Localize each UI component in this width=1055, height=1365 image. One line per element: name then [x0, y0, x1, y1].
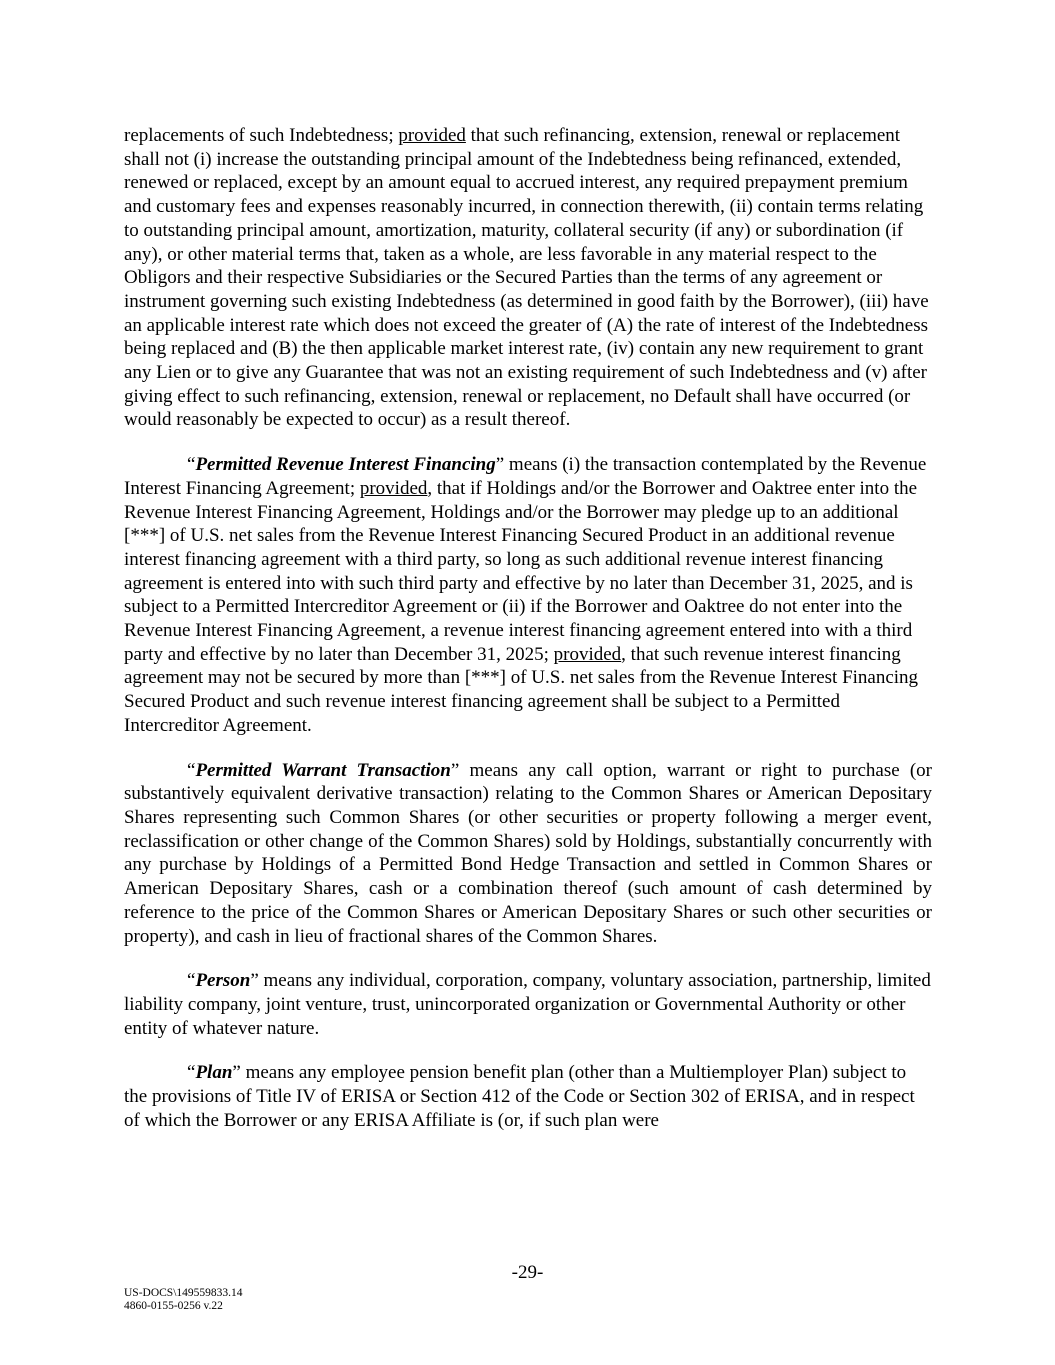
- defined-term: Permitted Revenue Interest Financing: [195, 454, 496, 476]
- document-body: [124, 124, 932, 1153]
- footer-doc-id: US-DOCS\149559833.14: [124, 1287, 243, 1299]
- open-quote: “: [187, 970, 196, 992]
- document-footer: [124, 1287, 243, 1313]
- definition-permitted-revenue-interest-financing: [124, 453, 932, 737]
- text-segment: ” means (i) the transaction contemplated by the Revenue Interest Financing Agreement;: [124, 454, 927, 499]
- text-segment: ” means any call option, warrant or right to purchase (or substantively equivalent derivative transaction) relating to the Common Shares or American Depositary Shares representing such Common Shares (or other securities or property following a merger event, reclassification or other change of the Common Shares) sold by Holdings, substantially concurrently with any purchase by Holdings of a Permitted Bond Hedge Transaction and settled in Common Shares or American Depositary Shares, cash or a combination thereof (such amount of cash determined by reference to the price of the Common Shares or American Depositary Shares or such other securities or property), and cash in lieu of fractional shares of the Common Shares.: [124, 759, 932, 947]
- text-segment: ” means any employee pension benefit plan (other than a Multiemployer Plan) subject to the provisions of Title IV of ERISA or Section 412 of the Code or Section 302 of ERISA, and in respect of which the Borrower or any ERISA Affiliate is (or, if such plan were: [124, 1062, 915, 1131]
- provided-underlined: provided: [398, 125, 466, 146]
- page-number: -29-: [511, 1262, 544, 1283]
- text-segment: ” means any individual, corporation, company, voluntary association, partnership, limited liability company, joint venture, trust, unincorporated organization or Governmental Authority or other entity of whatever nature.: [124, 970, 931, 1039]
- defined-term: Permitted Warrant Transaction: [195, 759, 451, 781]
- definition-person: [124, 969, 932, 1040]
- text-segment: , that such revenue interest financing agreement may not be secured by more than [***] of U.S. net sales from the Revenue Interest Financing Secured Product and such revenue interest financing agreement shall be subject to a Permitted Intercreditor Agreement.: [124, 643, 919, 736]
- footer-version: 4860-0155-0256 v.22: [124, 1300, 223, 1312]
- provided-underlined: provided: [553, 643, 622, 665]
- paragraph-refinancing-continuation: [124, 124, 932, 432]
- text-segment: , that if Holdings and/or the Borrower and Oaktree enter into the Revenue Interest Financing Agreement, Holdings and/or the Borrower may pledge up to an additional [***] of U.S. net sales from the Revenue Interest Financing Secured Product in an additional revenue interest financing agreement with a third party, so long as such additional revenue interest financing agreement is entered into with such third party and effective by no later than December 31, 2025, and is subject to a Permitted Intercreditor Agreement or (ii) if the Borrower and Oaktree do not enter into the Revenue Interest Financing Agreement, a revenue interest financing agreement entered into with a third party and effective by no later than December 31, 2025;: [124, 477, 918, 665]
- open-quote: “: [187, 1062, 196, 1084]
- text-segment: that such refinancing, extension, renewal or replacement shall not (i) increase the outstanding principal amount of the Indebtedness being refinanced, extended, renewed or replaced, except by an amount equal to accrued interest, any required prepayment premium and customary fees and expenses reasonably incurred, in connection therewith, (ii) contain terms relating to outstanding principal amount, amortization, maturity, collateral security (if any) or subordination (if any), or other material terms that, taken as a whole, are less favorable in any material respect to the Obligors and their respective Subsidiaries or the Secured Parties than the terms of any agreement or instrument governing such existing Indebtedness (as determined in good faith by the Borrower), (iii) have an applicable interest rate which does not exceed the greater of (A) the rate of interest of the Indebtedness being replaced and (B) the then applicable market interest rate, (iv) contain any new requirement to grant any Lien or to give any Guarantee that was not an existing requirement of such Indebtedness and (v) after giving effect to such refinancing, extension, renewal or replacement, no Default shall have occurred (or would reasonably be expected to occur) as a result thereof.: [124, 125, 929, 431]
- definition-permitted-warrant-transaction: [124, 759, 932, 949]
- defined-term: Person: [195, 970, 251, 992]
- text-segment: replacements of such Indebtedness;: [124, 125, 399, 146]
- open-quote: “: [187, 454, 196, 476]
- open-quote: “: [187, 759, 196, 781]
- defined-term: Plan: [195, 1062, 233, 1084]
- definition-plan: [124, 1061, 932, 1132]
- provided-underlined: provided: [359, 477, 428, 499]
